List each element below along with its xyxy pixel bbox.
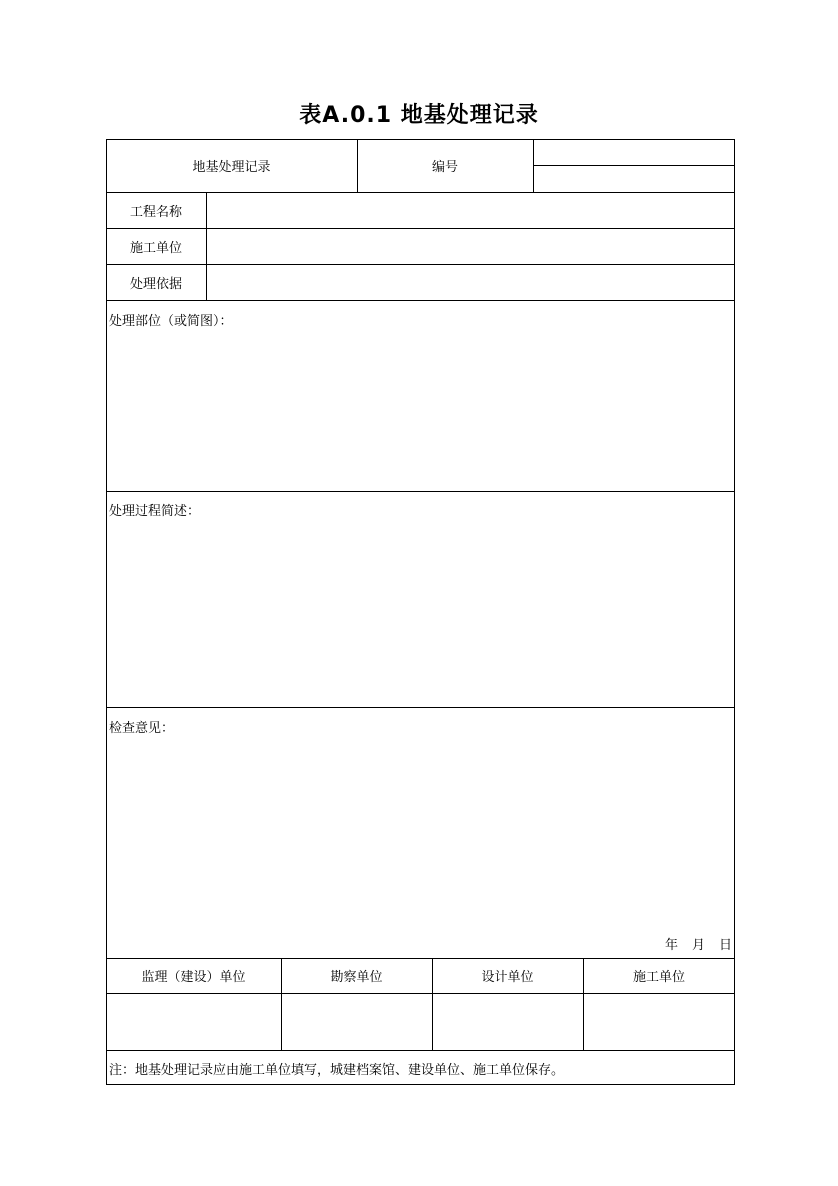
- number-field-2[interactable]: [534, 166, 734, 192]
- page-title: 表A.0.1 地基处理记录: [299, 103, 539, 128]
- treatment-basis-label: 处理依据: [129, 276, 182, 292]
- project-name-field[interactable]: [207, 193, 734, 228]
- date-day: 日: [719, 938, 733, 953]
- survey-unit-header: 勘察单位: [330, 970, 383, 985]
- footnote: 注：地基处理记录应由施工单位填写，城建档案馆、建设单位、施工单位保存。: [109, 1063, 565, 1078]
- treatment-location-area[interactable]: [107, 330, 734, 490]
- process-description-label: 处理过程简述：: [109, 504, 201, 519]
- record-name-cell: 地基处理记录: [192, 160, 271, 175]
- process-description-area[interactable]: [107, 520, 734, 706]
- date-year: 年: [665, 938, 679, 953]
- divider: [106, 1050, 735, 1051]
- construction-unit-label: 施工单位: [129, 240, 182, 256]
- supervision-unit-signature[interactable]: [107, 994, 281, 1050]
- design-unit-signature[interactable]: [433, 994, 583, 1050]
- treatment-location-label: 处理部位（或简图）：: [109, 314, 233, 329]
- supervision-unit-header: 监理（建设）单位: [141, 970, 246, 985]
- divider: [106, 491, 735, 492]
- inspection-opinion-area[interactable]: [107, 737, 734, 927]
- construction-unit-signature[interactable]: [584, 994, 734, 1050]
- design-unit-header: 设计单位: [481, 970, 534, 985]
- number-field-1[interactable]: [534, 140, 734, 165]
- project-name-label: 工程名称: [129, 204, 182, 220]
- construction-unit-field[interactable]: [207, 229, 734, 264]
- survey-unit-signature[interactable]: [282, 994, 432, 1050]
- inspection-opinion-label: 检查意见：: [109, 721, 175, 736]
- divider: [106, 707, 735, 708]
- treatment-basis-field[interactable]: [207, 265, 734, 300]
- divider: [106, 300, 735, 301]
- number-label: 编号: [431, 160, 458, 175]
- construction-unit-header: 施工单位: [632, 970, 685, 985]
- date-month: 月: [692, 938, 706, 953]
